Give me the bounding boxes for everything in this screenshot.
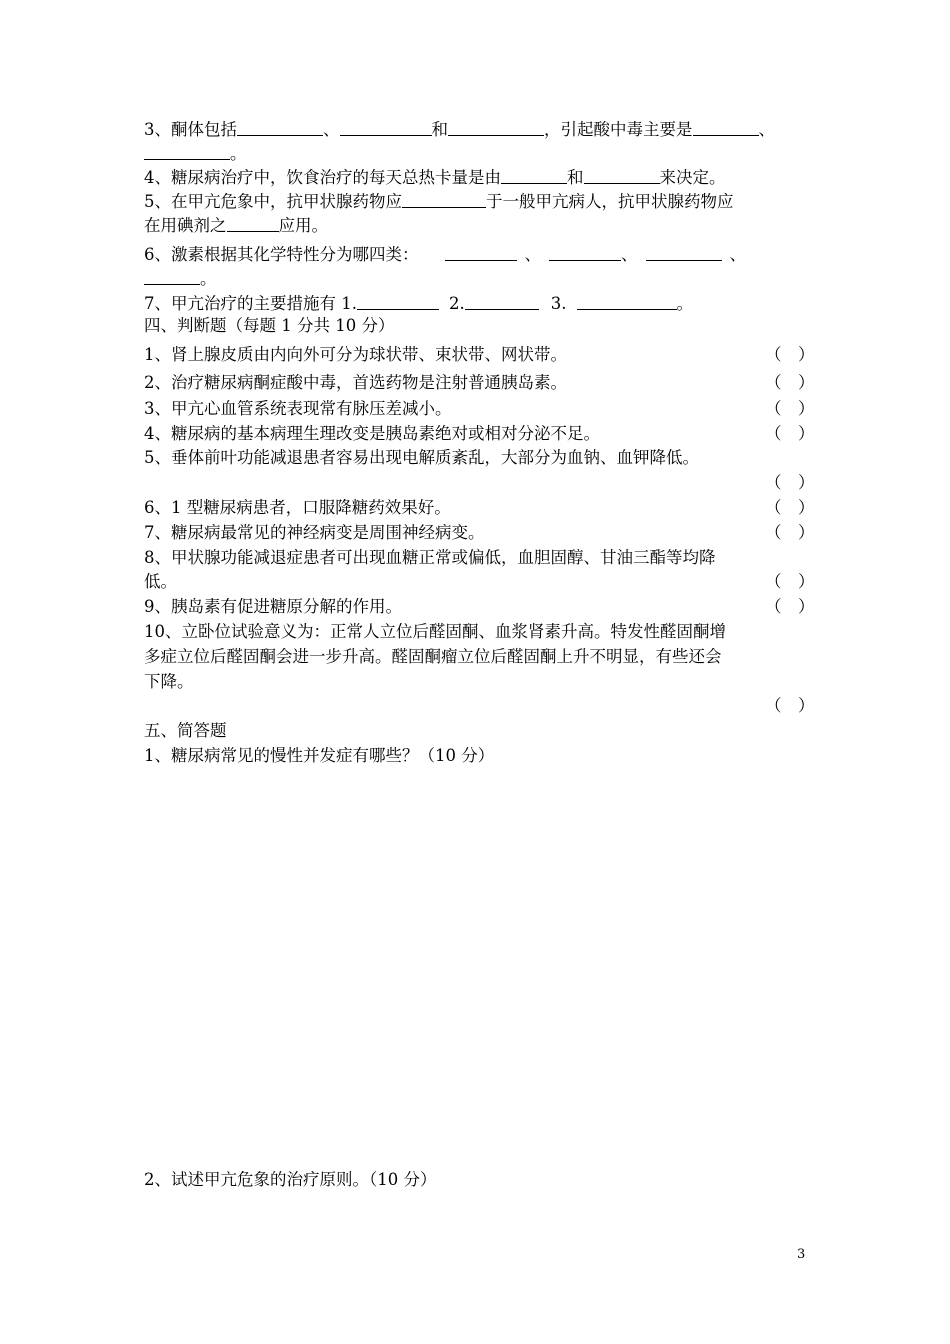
judge-item-10-line-1: 10、立卧位试验意义为：正常人立位后醛固酮、血浆肾素升高。特发性醛固酮增 — [144, 622, 726, 641]
short-answer-question-2: 2、试述甲亢危象的治疗原则。（10 分） — [144, 1170, 437, 1189]
answer-blank[interactable] — [237, 116, 323, 136]
question-5-line-2: 在用碘剂之 应用。 — [144, 212, 809, 238]
answer-blank[interactable] — [465, 290, 539, 310]
answer-blank[interactable] — [340, 116, 432, 136]
answer-blank[interactable] — [445, 241, 517, 261]
answer-blank[interactable] — [577, 290, 677, 310]
answer-parentheses[interactable]: （ ） — [765, 498, 815, 517]
answer-parentheses[interactable]: （ ） — [765, 572, 815, 591]
section-4-title: 四、判断题（每题 1 分共 10 分） — [144, 316, 395, 335]
answer-parentheses[interactable]: （ ） — [765, 399, 815, 418]
answer-blank[interactable] — [144, 140, 230, 160]
answer-blank[interactable] — [501, 164, 567, 184]
judge-item-7: 7、糖尿病最常见的神经病变是周围神经病变。 — [144, 523, 485, 542]
answer-parentheses[interactable]: （ ） — [765, 345, 815, 364]
short-answer-question-1: 1、糖尿病常见的慢性并发症有哪些？（10 分） — [144, 746, 495, 765]
answer-parentheses[interactable]: （ ） — [765, 373, 815, 392]
answer-parentheses[interactable]: （ ） — [765, 523, 815, 542]
answer-blank[interactable] — [448, 116, 544, 136]
judge-item-6: 6、1 型糖尿病患者，口服降糖药效果好。 — [144, 498, 451, 517]
judge-item-9: 9、胰岛素有促进糖原分解的作用。 — [144, 597, 402, 616]
answer-parentheses[interactable]: （ ） — [765, 597, 815, 616]
answer-blank[interactable] — [693, 116, 759, 136]
judge-item-4: 4、糖尿病的基本病理生理改变是胰岛素绝对或相对分泌不足。 — [144, 424, 600, 443]
question-3-line-2: 。 — [144, 140, 809, 166]
question-4: 4、糖尿病治疗中，饮食治疗的每天总热卡量是由 和 来决定。 — [144, 164, 809, 190]
answer-parentheses[interactable]: （ ） — [765, 696, 815, 715]
judge-item-8-line-2: 低。 — [144, 572, 177, 591]
answer-parentheses[interactable]: （ ） — [765, 424, 815, 443]
answer-blank[interactable] — [584, 164, 660, 184]
section-5-title: 五、简答题 — [144, 721, 227, 740]
answer-parentheses[interactable]: （ ） — [765, 473, 815, 492]
judge-item-1: 1、肾上腺皮质由内向外可分为球状带、束状带、网状带。 — [144, 345, 567, 364]
judge-item-10-line-3: 下降。 — [144, 672, 194, 691]
question-3-line-1: 3、酮体包括 、 和 ，引起酸中毒主要是 、 — [144, 116, 809, 142]
answer-blank[interactable] — [227, 212, 279, 232]
judge-item-5: 5、垂体前叶功能减退患者容易出现电解质紊乱，大部分为血钠、血钾降低。 — [144, 448, 699, 467]
answer-blank[interactable] — [357, 290, 439, 310]
answer-blank[interactable] — [646, 241, 722, 261]
answer-blank[interactable] — [549, 241, 621, 261]
question-7: 7、甲亢治疗的主要措施有 1. 2. 3. 。 — [144, 290, 809, 316]
answer-blank[interactable] — [144, 265, 200, 285]
page-number: 3 — [797, 1247, 806, 1262]
judge-item-10-line-2: 多症立位后醛固酮会进一步升高。醛固酮瘤立位后醛固酮上升不明显，有些还会 — [144, 647, 722, 666]
judge-item-3: 3、甲亢心血管系统表现常有脉压差减小。 — [144, 399, 452, 418]
judge-item-8-line-1: 8、甲状腺功能减退症患者可出现血糖正常或偏低，血胆固醇、甘油三酯等均降 — [144, 548, 716, 567]
judge-item-2: 2、治疗糖尿病酮症酸中毒，首选药物是注射普通胰岛素。 — [144, 373, 567, 392]
question-6-line-2: 。 — [144, 265, 809, 291]
answer-blank[interactable] — [402, 188, 486, 208]
question-5-line-1: 5、在甲亢危象中，抗甲状腺药物应 于一般甲亢病人，抗甲状腺药物应 — [144, 188, 809, 214]
question-6-line-1: 6、激素根据其化学特性分为哪四类： 、 、 、 — [144, 241, 809, 267]
